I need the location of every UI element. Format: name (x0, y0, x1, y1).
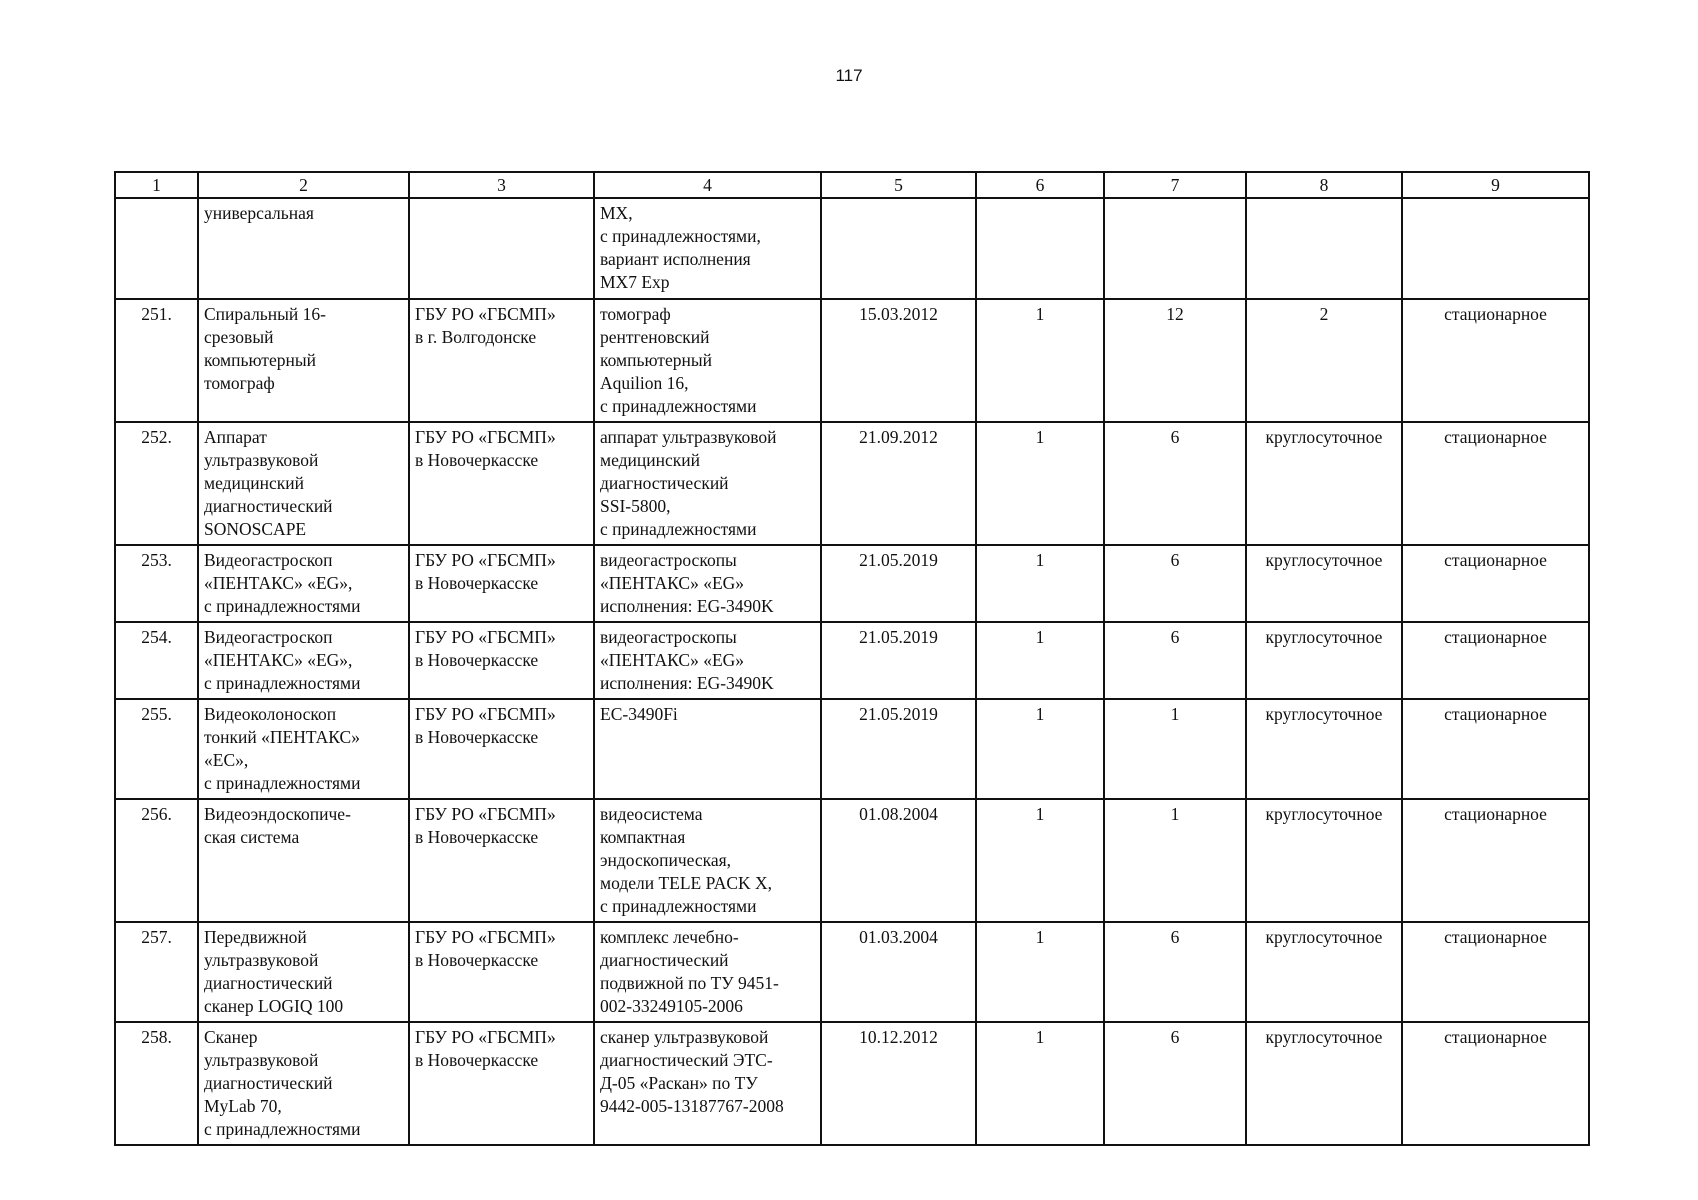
years-cell (1104, 422, 1246, 545)
mode-cell-text: круглосуточное (1265, 1027, 1383, 1047)
date-cell-text: 21.05.2019 (859, 627, 938, 647)
mode-cell-text: круглосуточное (1265, 627, 1383, 647)
mode-cell (1246, 1022, 1402, 1145)
equipment-name-cell-line: медицинский (204, 473, 304, 493)
organization-cell (409, 299, 594, 422)
organization-cell (409, 422, 594, 545)
model-cell-line: «ПЕНТАКС» «EG» (600, 573, 745, 593)
organization-cell (409, 1022, 594, 1145)
equipment-name-cell-line: SONOSCAPE (204, 519, 307, 539)
organization-cell-line: ГБУ РО «ГБСМП» (415, 550, 556, 570)
equipment-name-cell-line: Видеогастроскоп (204, 550, 333, 570)
date-cell (821, 299, 976, 422)
years-cell-text: 12 (1166, 304, 1184, 324)
organization-cell-line: ГБУ РО «ГБСМП» (415, 627, 556, 647)
quantity-cell-text: 1 (1035, 927, 1045, 947)
equipment-name-cell-line: Передвижной (204, 927, 307, 947)
equipment-name-cell (198, 198, 409, 299)
organization-cell-line: в Новочеркасске (415, 1050, 539, 1070)
row-number-cell (115, 198, 198, 299)
organization-cell (409, 545, 594, 622)
row-number-cell (115, 1022, 198, 1145)
date-cell (821, 699, 976, 799)
years-cell (1104, 198, 1246, 299)
equipment-table (114, 171, 1590, 1146)
quantity-cell-text: 1 (1035, 804, 1045, 824)
table-row (115, 198, 1589, 299)
mode-cell-text: 2 (1319, 304, 1329, 324)
model-cell (594, 422, 821, 545)
table-row (115, 922, 1589, 1022)
equipment-name-cell (198, 799, 409, 922)
date-cell (821, 922, 976, 1022)
equipment-name-cell-line: Видеоэндоскопиче- (204, 804, 351, 824)
years-cell-text: 6 (1170, 1027, 1180, 1047)
years-cell (1104, 299, 1246, 422)
equipment-name-cell-line: Видеоколоноскоп (204, 704, 337, 724)
model-cell-line: видеосистема (600, 804, 703, 824)
date-cell-text: 21.05.2019 (859, 704, 938, 724)
mode-cell-text: круглосуточное (1265, 804, 1383, 824)
years-cell (1104, 922, 1246, 1022)
model-cell-line: эндоскопическая, (600, 850, 732, 870)
organization-cell (409, 799, 594, 922)
equipment-name-cell (198, 545, 409, 622)
model-cell-line: исполнения: EG-3490K (600, 596, 774, 616)
equipment-name-cell-line: ская система (204, 827, 300, 847)
type-cell (1402, 622, 1589, 699)
table-row (115, 799, 1589, 922)
row-number-cell (115, 299, 198, 422)
years-cell (1104, 545, 1246, 622)
equipment-name-cell-line: MyLab 70, (204, 1096, 282, 1116)
model-cell-line: медицинский (600, 450, 700, 470)
row-number-cell-text: 254. (141, 627, 172, 647)
equipment-name-cell-line: Видеогастроскоп (204, 627, 333, 647)
type-cell (1402, 1022, 1589, 1145)
table-row (115, 1022, 1589, 1145)
date-cell (821, 1022, 976, 1145)
model-cell (594, 622, 821, 699)
model-cell-line: с принадлежностями (600, 396, 757, 416)
quantity-cell-text: 1 (1035, 704, 1045, 724)
mode-cell (1246, 699, 1402, 799)
row-number-cell (115, 622, 198, 699)
quantity-cell (976, 545, 1104, 622)
row-number-cell-text: 252. (141, 427, 172, 447)
model-cell-line: с принадлежностями (600, 896, 757, 916)
equipment-name-cell-line: компьютерный (204, 350, 316, 370)
model-cell-line: видеогастроскопы (600, 627, 737, 647)
mode-cell-text: круглосуточное (1265, 927, 1383, 947)
model-cell-line: 9442-005-13187767-2008 (600, 1096, 784, 1116)
model-cell-line: MX, (600, 203, 633, 223)
equipment-name-cell-line: томограф (204, 373, 275, 393)
column-header: 9 (1402, 172, 1589, 198)
model-cell-line: томограф (600, 304, 671, 324)
column-header: 8 (1246, 172, 1402, 198)
model-cell-line: диагностический (600, 473, 729, 493)
date-cell-text: 21.09.2012 (859, 427, 938, 447)
model-cell-line: модели TELE PACK X, (600, 873, 773, 893)
table-row (115, 545, 1589, 622)
row-number-cell (115, 545, 198, 622)
model-cell-line: Aquilion 16, (600, 373, 689, 393)
equipment-name-cell-line: сканер LOGIQ 100 (204, 996, 344, 1016)
row-number-cell-text: 255. (141, 704, 172, 724)
quantity-cell (976, 699, 1104, 799)
model-cell-line: аппарат ультразвуковой (600, 427, 777, 447)
equipment-name-cell-line: срезовый (204, 327, 274, 347)
years-cell (1104, 699, 1246, 799)
equipment-name-cell-line: ультразвуковой (204, 450, 319, 470)
model-cell (594, 299, 821, 422)
type-cell-text: стационарное (1444, 927, 1547, 947)
row-number-cell-text: 253. (141, 550, 172, 570)
type-cell-text: стационарное (1444, 550, 1547, 570)
equipment-name-cell-line: ультразвуковой (204, 950, 319, 970)
date-cell-text: 01.03.2004 (859, 927, 938, 947)
equipment-name-cell-line: с принадлежностями (204, 596, 361, 616)
mode-cell (1246, 299, 1402, 422)
date-cell (821, 622, 976, 699)
equipment-name-cell-line: с принадлежностями (204, 773, 361, 793)
type-cell (1402, 299, 1589, 422)
equipment-name-cell (198, 299, 409, 422)
type-cell-text: стационарное (1444, 627, 1547, 647)
date-cell (821, 198, 976, 299)
years-cell (1104, 799, 1246, 922)
model-cell-line: EC-3490Fi (600, 704, 678, 724)
equipment-name-cell-line: ультразвуковой (204, 1050, 319, 1070)
model-cell-line: компактная (600, 827, 686, 847)
organization-cell-line: ГБУ РО «ГБСМП» (415, 304, 556, 324)
date-cell-text: 15.03.2012 (859, 304, 938, 324)
page-number: 117 (835, 66, 863, 85)
type-cell-text: стационарное (1444, 427, 1547, 447)
organization-cell (409, 622, 594, 699)
model-cell (594, 198, 821, 299)
type-cell (1402, 922, 1589, 1022)
years-cell-text: 6 (1170, 627, 1180, 647)
organization-cell-line: ГБУ РО «ГБСМП» (415, 927, 556, 947)
date-cell (821, 422, 976, 545)
quantity-cell (976, 799, 1104, 922)
model-cell-line: диагностический ЭТС- (600, 1050, 773, 1070)
column-header: 4 (594, 172, 821, 198)
equipment-name-cell-line: диагностический (204, 1073, 333, 1093)
model-cell-line: MX7 Exp (600, 272, 670, 292)
organization-cell-line: ГБУ РО «ГБСМП» (415, 427, 556, 447)
table-body (115, 198, 1589, 1145)
type-cell (1402, 699, 1589, 799)
years-cell-text: 1 (1170, 804, 1180, 824)
equipment-name-cell-line: диагностический (204, 496, 333, 516)
row-number-cell (115, 699, 198, 799)
quantity-cell (976, 922, 1104, 1022)
column-header: 2 (198, 172, 409, 198)
years-cell-text: 1 (1170, 704, 1180, 724)
quantity-cell-text: 1 (1035, 427, 1045, 447)
quantity-cell (976, 198, 1104, 299)
equipment-name-cell (198, 622, 409, 699)
column-header: 5 (821, 172, 976, 198)
model-cell (594, 545, 821, 622)
years-cell-text: 6 (1170, 550, 1180, 570)
table-row (115, 299, 1589, 422)
model-cell (594, 1022, 821, 1145)
model-cell-line: SSI-5800, (600, 496, 671, 516)
equipment-name-cell-line: универсальная (204, 203, 314, 223)
row-number-cell-text: 258. (141, 1027, 172, 1047)
equipment-name-cell-line: Спиральный 16- (204, 304, 326, 324)
quantity-cell-text: 1 (1035, 550, 1045, 570)
equipment-name-cell-line: Аппарат (204, 427, 267, 447)
type-cell-text: стационарное (1444, 704, 1547, 724)
row-number-cell-text: 257. (141, 927, 172, 947)
model-cell-line: вариант исполнения (600, 249, 751, 269)
equipment-name-cell (198, 699, 409, 799)
years-cell (1104, 1022, 1246, 1145)
model-cell-line: Д-05 «Раскан» по ТУ (600, 1073, 758, 1093)
model-cell-line: с принадлежностями, (600, 226, 761, 246)
column-header: 1 (115, 172, 198, 198)
mode-cell-text: круглосуточное (1265, 550, 1383, 570)
date-cell-text: 21.05.2019 (859, 550, 938, 570)
date-cell-text: 10.12.2012 (859, 1027, 938, 1047)
model-cell-line: видеогастроскопы (600, 550, 737, 570)
model-cell (594, 922, 821, 1022)
quantity-cell (976, 622, 1104, 699)
organization-cell (409, 198, 594, 299)
mode-cell-text: круглосуточное (1265, 427, 1383, 447)
organization-cell-line: в Новочеркасске (415, 827, 539, 847)
row-number-cell (115, 422, 198, 545)
type-cell (1402, 422, 1589, 545)
organization-cell-line: в Новочеркасске (415, 573, 539, 593)
years-cell-text: 6 (1170, 927, 1180, 947)
organization-cell-line: в Новочеркасске (415, 950, 539, 970)
equipment-name-cell (198, 422, 409, 545)
mode-cell (1246, 545, 1402, 622)
row-number-cell (115, 922, 198, 1022)
quantity-cell (976, 422, 1104, 545)
organization-cell (409, 922, 594, 1022)
years-cell-text: 6 (1170, 427, 1180, 447)
table-row (115, 622, 1589, 699)
equipment-name-cell-line: тонкий «ПЕНТАКС» (204, 727, 360, 747)
column-header: 6 (976, 172, 1104, 198)
organization-cell-line: ГБУ РО «ГБСМП» (415, 1027, 556, 1047)
header-row (115, 172, 1589, 198)
date-cell (821, 799, 976, 922)
row-number-cell-text: 251. (141, 304, 172, 324)
date-cell-text: 01.08.2004 (859, 804, 938, 824)
mode-cell-text: круглосуточное (1265, 704, 1383, 724)
table-row (115, 422, 1589, 545)
mode-cell (1246, 922, 1402, 1022)
model-cell-line: комплекс лечебно- (600, 927, 739, 947)
equipment-name-cell-line: с принадлежностями (204, 673, 361, 693)
organization-cell (409, 699, 594, 799)
equipment-name-cell-line: Сканер (204, 1027, 258, 1047)
mode-cell (1246, 198, 1402, 299)
row-number-cell-text: 256. (141, 804, 172, 824)
equipment-name-cell-line: «ПЕНТАКС» «EG», (204, 573, 353, 593)
model-cell-line: «ПЕНТАКС» «EG» (600, 650, 745, 670)
equipment-name-cell (198, 922, 409, 1022)
model-cell-line: диагностический (600, 950, 729, 970)
type-cell-text: стационарное (1444, 1027, 1547, 1047)
organization-cell-line: в Новочеркасске (415, 650, 539, 670)
type-cell (1402, 545, 1589, 622)
organization-cell-line: в Новочеркасске (415, 450, 539, 470)
table-row (115, 699, 1589, 799)
model-cell-line: сканер ультразвуковой (600, 1027, 769, 1047)
equipment-name-cell-line: «ПЕНТАКС» «EG», (204, 650, 353, 670)
quantity-cell-text: 1 (1035, 304, 1045, 324)
organization-cell-line: в г. Волгодонске (415, 327, 537, 347)
type-cell (1402, 799, 1589, 922)
model-cell-line: компьютерный (600, 350, 712, 370)
quantity-cell-text: 1 (1035, 627, 1045, 647)
model-cell-line: с принадлежностями (600, 519, 757, 539)
column-header: 3 (409, 172, 594, 198)
quantity-cell (976, 299, 1104, 422)
quantity-cell (976, 1022, 1104, 1145)
model-cell (594, 699, 821, 799)
mode-cell (1246, 422, 1402, 545)
row-number-cell (115, 799, 198, 922)
column-header: 7 (1104, 172, 1246, 198)
model-cell-line: исполнения: EG-3490K (600, 673, 774, 693)
years-cell (1104, 622, 1246, 699)
model-cell-line: 002-33249105-2006 (600, 996, 743, 1016)
equipment-name-cell-line: диагностический (204, 973, 333, 993)
mode-cell (1246, 799, 1402, 922)
model-cell (594, 799, 821, 922)
model-cell-line: подвижной по ТУ 9451- (600, 973, 779, 993)
type-cell (1402, 198, 1589, 299)
organization-cell-line: в Новочеркасске (415, 727, 539, 747)
equipment-name-cell-line: «EC», (204, 750, 249, 770)
type-cell-text: стационарное (1444, 804, 1547, 824)
organization-cell-line: ГБУ РО «ГБСМП» (415, 704, 556, 724)
type-cell-text: стационарное (1444, 304, 1547, 324)
model-cell-line: рентгеновский (600, 327, 710, 347)
equipment-name-cell (198, 1022, 409, 1145)
mode-cell (1246, 622, 1402, 699)
date-cell (821, 545, 976, 622)
equipment-name-cell-line: с принадлежностями (204, 1119, 361, 1139)
quantity-cell-text: 1 (1035, 1027, 1045, 1047)
organization-cell-line: ГБУ РО «ГБСМП» (415, 804, 556, 824)
